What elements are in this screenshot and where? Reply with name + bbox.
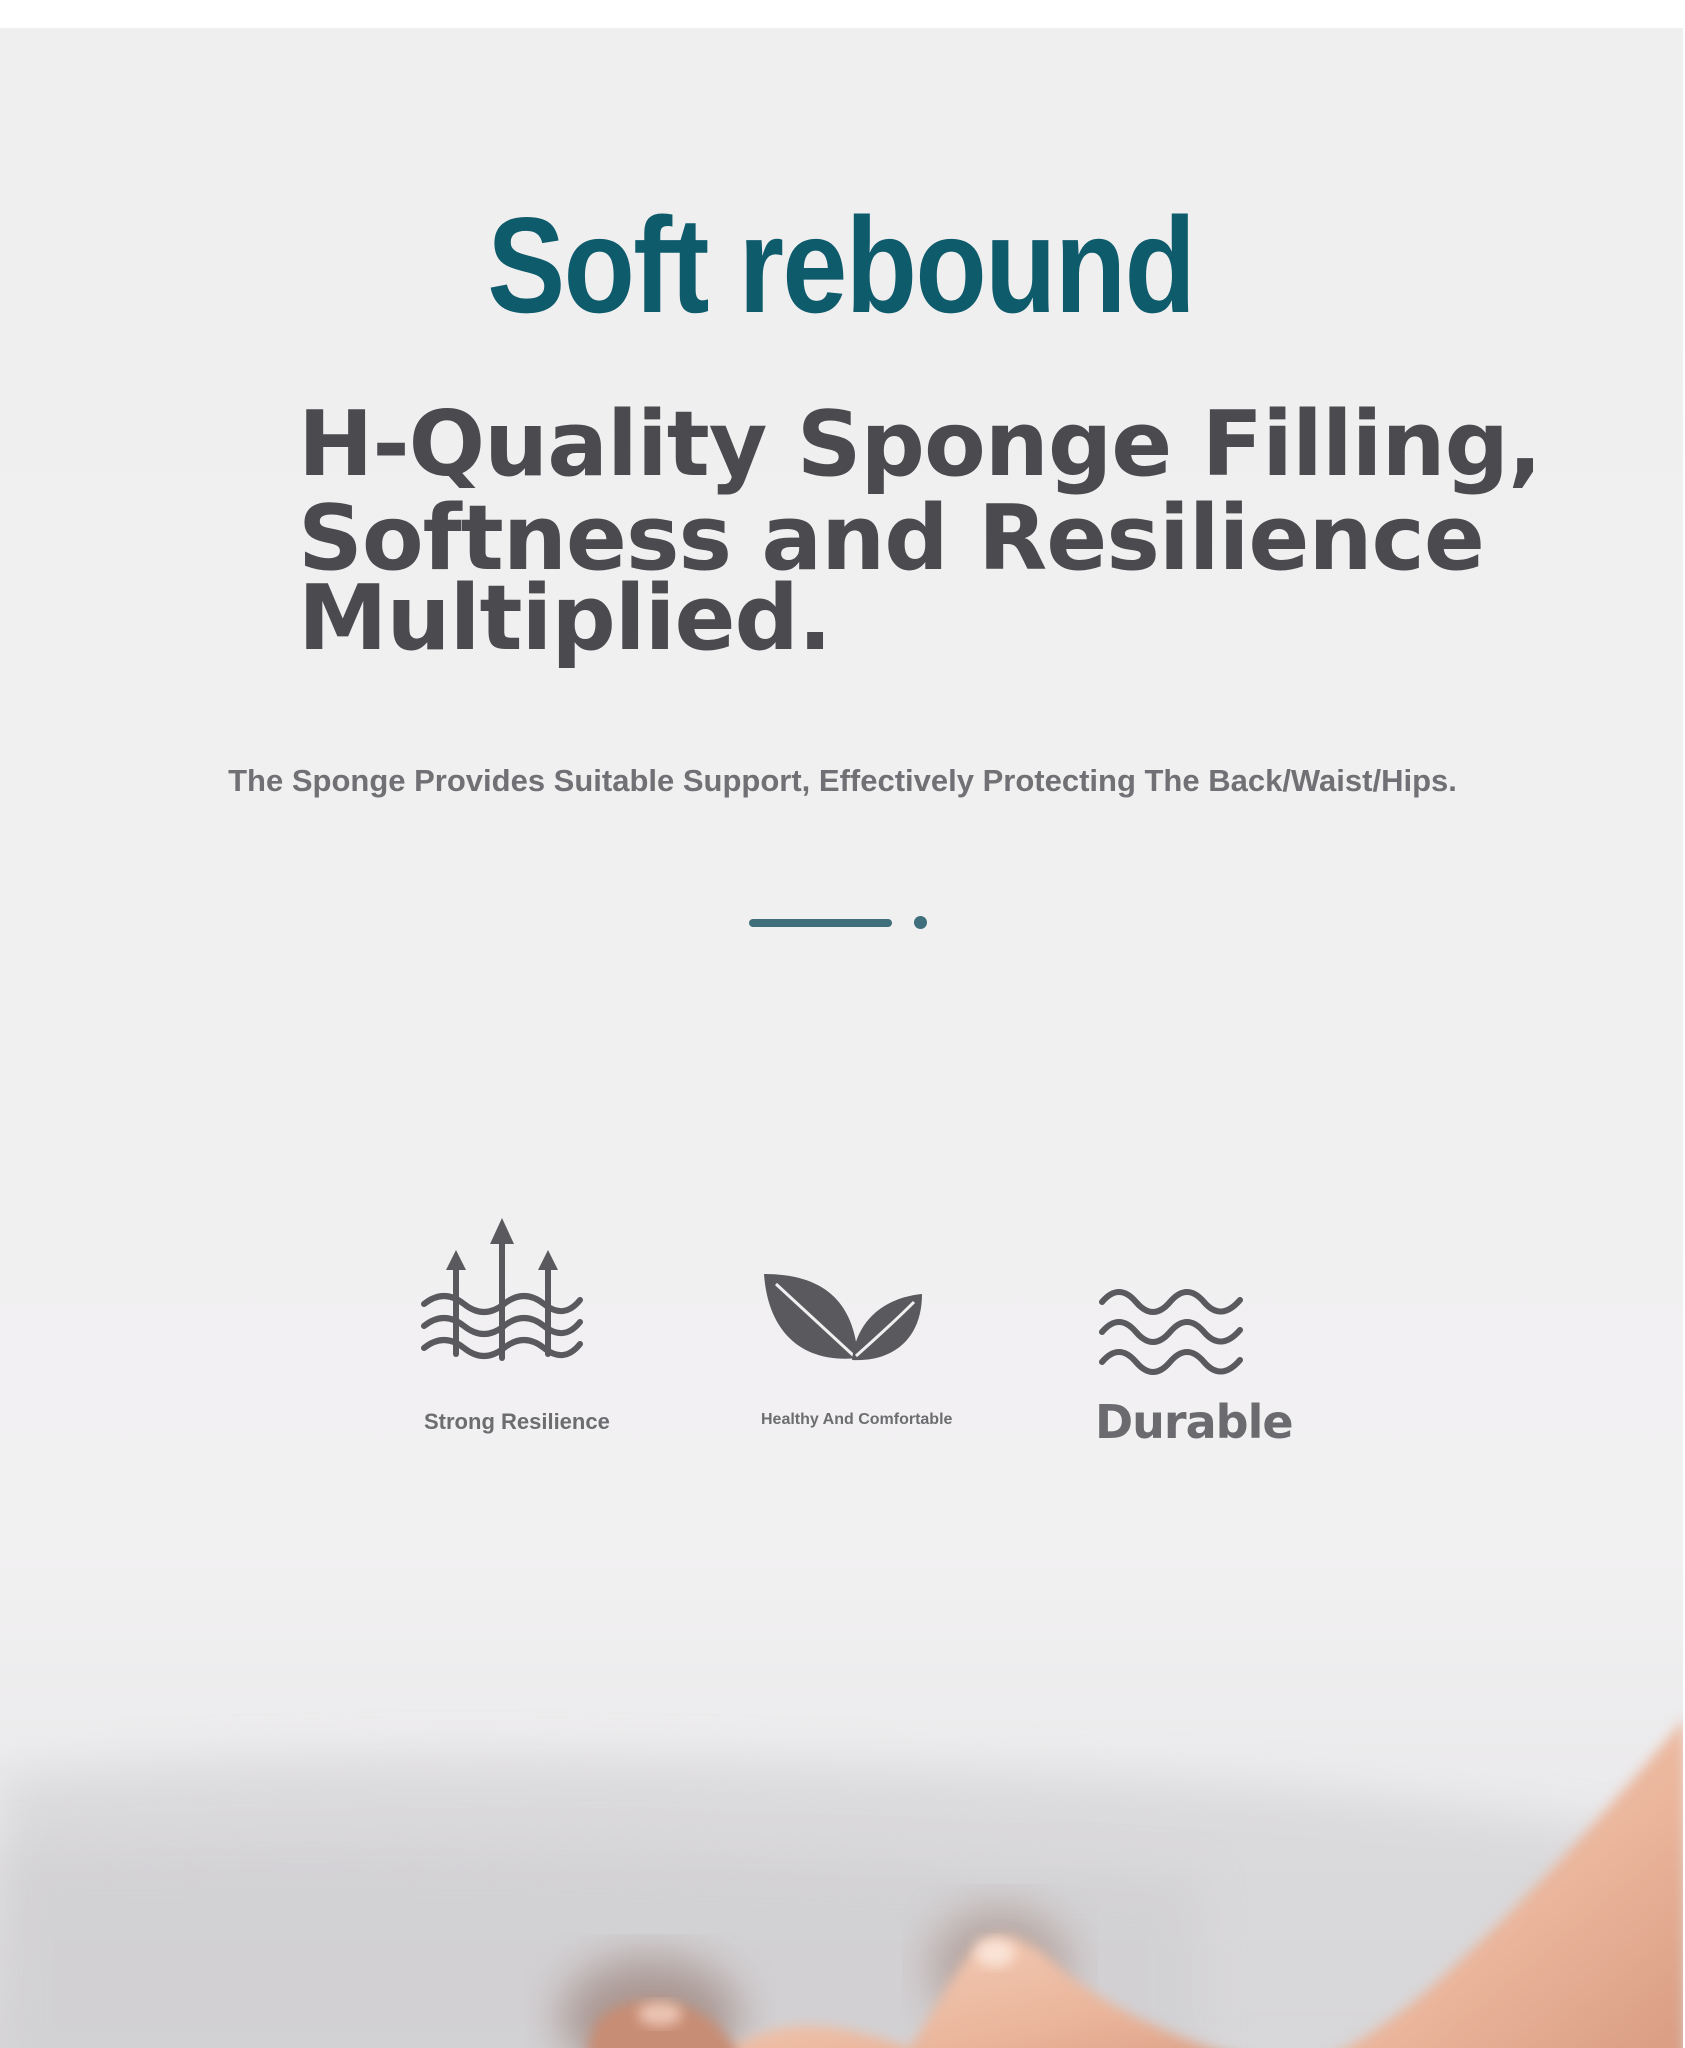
feature-label-healthy-and-comfortable: Healthy And Comfortable (761, 1411, 953, 1428)
subtitle: The Sponge Provides Suitable Support, Effectively Protecting The Back/Waist/Hips. (228, 763, 1457, 798)
arrows-up-waves-icon (418, 1216, 586, 1364)
leaves-icon (762, 1272, 926, 1364)
headline (298, 392, 1542, 671)
headline-line-2: Softness and Resilience (298, 486, 1484, 591)
waves-icon (1096, 1280, 1246, 1376)
hand-pressing-sponge-photo (0, 1548, 1685, 2048)
feature-label-durable: Durable (1095, 1395, 1293, 1449)
headline-line-1: H-Quality Sponge Filling, (298, 392, 1542, 497)
headline-line-3: Multiplied. (298, 566, 832, 671)
product-feature-banner (0, 28, 1685, 2048)
divider-dot (914, 916, 927, 929)
divider-line (749, 919, 892, 927)
feature-label-strong-resilience: Strong Resilience (424, 1409, 610, 1434)
soft-rebound-title: Soft rebound (487, 189, 1195, 341)
